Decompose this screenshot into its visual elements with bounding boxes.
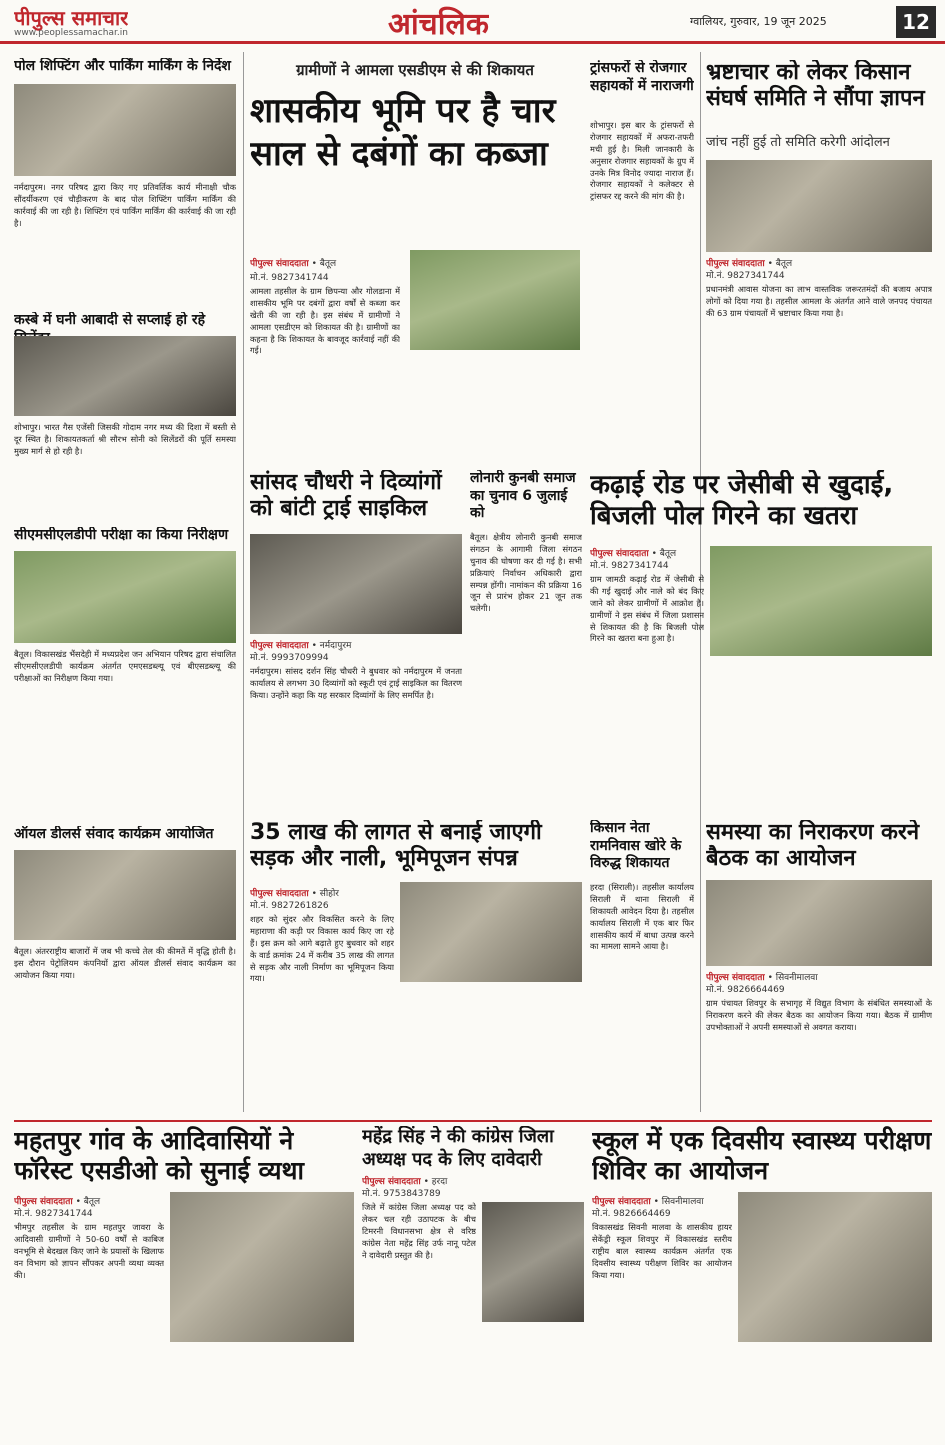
byline-desk: पीपुल्स संवाददाता [592,1197,651,1207]
headline: कस्बे में घनी आबादी से सप्लाई हो रहे [14,312,206,328]
byline-desk: पीपुल्स संवाददाता [250,259,309,269]
article-oil-dealers [14,826,236,1116]
photo [14,850,236,940]
headline: शासकीय भूमि पर है चार साल से दबंगों का कब्जा [250,91,556,174]
article-amla-land [250,60,580,460]
article-mahendra [362,1126,584,1438]
byline: पीपुल्स संवाददाता • नर्मदापुरम [250,641,352,651]
website-url[interactable]: www.peoplessamachar.in [14,28,128,38]
byline-place: हरदा [431,1177,448,1187]
mobile-number: मो.नं. 9826664469 [592,1209,671,1219]
article-farmers-memo [706,60,932,460]
byline-desk: पीपुल्स संवाददाता [14,1197,73,1207]
newspaper-logo: पीपुल्स समाचार [14,6,129,30]
article-health-camp [592,1126,932,1438]
byline-place: सिवनीमालवा [775,973,818,983]
body-text: प्रधानमंत्री आवास योजना का लाभ वास्तविक जरूरतमंदों की बजाय अपात्र लोगों को दिया गया है। तहसील आमला के अंतर्गत आने वाले जनपद पंचायत की 63 ग्राम पंचायतों में भ्रष्टाचार किया गया है। [706,284,932,318]
byline: पीपुल्स संवाददाता • बैतूल [706,259,793,269]
article-kisan-leader [590,820,694,1120]
subhead: जांच नहीं हुई तो समिति करेगी आंदोलन [706,135,890,150]
photo [14,551,236,643]
headline: ट्रांसफरों से रोजगार सहायकों में नाराजगी [590,60,694,94]
article-kadhai-road [590,470,932,810]
body-text: शोभापुर। इस बार के ट्रांसफरों से रोजगार सहायकों में अफरा-तफरी मची हुई है। मिली जानकारी के अनुसार रोजगार सहायकों के ग्रुप में उनके मित्र विनोद ज्यादा नाराज हैं। रोजगार सहायकों ने कलेक्टर से ट्रांसफर रद्द करने की मांग की है। [590,120,694,202]
photo [706,880,932,966]
headline: महेंद्र सिंह ने की कांग्रेस जिला अध्यक्ष पद के लिए दावेदारी [362,1126,554,1170]
byline: पीपुल्स संवाददाता • बैतूल [250,259,337,269]
byline-desk: पीपुल्स संवाददाता [706,973,765,983]
headline: किसान नेता रामनिवास खोरे के विरुद्ध शिकायत [590,820,682,871]
byline-desk: पीपुल्स संवाददाता [250,641,309,651]
headline: कढ़ाई रोड पर जेसीबी से खुदाई, बिजली पोल गिरने का खतरा [590,470,894,532]
headline: सांसद चौधरी ने दिव्यांगों को बांटी ट्राई साइकिल [250,470,442,522]
byline-place: बैतूल [319,259,337,269]
byline: पीपुल्स संवाददाता • बैतूल [14,1197,101,1207]
headline: स्कूल में एक दिवसीय स्वास्थ्य परीक्षण शिविर का आयोजन [592,1126,932,1185]
section-title: आंचलिक [388,7,489,42]
column-rule [243,52,244,1112]
article-transfers [590,60,694,460]
body-text: बैतूल। विकासखंड भैंसदेही में मध्यप्रदेश जन अभियान परिषद द्वारा संचालित सीएमसीएलडीपी कार्यक्रम अंतर्गत एमएसडब्ल्यू एवं बीएसडब्ल्यू की परीक्षाओं का निरीक्षण किया गया। [14,649,236,683]
body-text: विकासखंड सिवनी मालवा के शासकीय हायर सेकेंड्री स्कूल शिवपुर में विकासखंड स्तरीय राष्ट्रीय बाल स्वास्थ्य कार्यक्रम अंतर्गत एक दिवसीय स्वास्थ्य परीक्षण शिविर का आयोजन किया गया। [592,1222,732,1280]
photo [14,84,236,176]
body-text: आमला तहसील के ग्राम छिपन्या और गोलडाना में शासकीय भूमि पर दबंगों द्वारा वर्षों से कब्जा कर खेती की जा रही है। इस संबंध में ग्रामीणों ने आमला एसडीएम को शिकायत की है। ग्रामीणों का कहना है कि शिकायत के बावजूद कार्रवाई नहीं की गई। [250,286,400,356]
byline: पीपुल्स संवाददाता • सिवनीमालवा [706,973,818,983]
byline-desk: पीपुल्स संवाददाता [706,259,765,269]
byline-place: सिवनीमालवा [661,1197,704,1207]
body-text: नर्मदापुरम। नगर परिषद द्वारा किए गए प्रतिवर्तिक कार्य मीनाक्षी चौक सौंदर्यीकरण एवं चौड़ीकरण के बाद पोल शिफ्टिंग पार्किंग मार्किंग की कार्रवाई की जा रही है। शिफ्टिंग एवं पार्किंग मार्किंग की कार्रवाई की जा रही है। [14,182,236,228]
article-cylinder [14,312,236,517]
photo [170,1192,354,1342]
headline: सीएमसीएलडीपी परीक्षा का किया निरीक्षण [14,527,229,543]
byline: पीपुल्स संवाददाता • सिवनीमालवा [592,1197,704,1207]
body-text: भीमपुर तहसील के ग्राम महतपुर जावरा के आदिवासी ग्रामीणों ने 50-60 वर्षों से काबिज वनभूमि से बेदखल किए जाने के प्रयासों के खिलाफ वन विभाग को ज्ञापन सौंपकर अपनी व्यथा व्यक्त की। [14,1222,164,1280]
body-text: जिले में कांग्रेस जिला अध्यक्ष पद को लेकर चल रही उठापटक के बीच टिमरनी विधानसभा क्षेत्र से वरिष्ठ कांग्रेस नेता महेंद्र सिंह उर्फ नानू पटेल ने दावेदारी प्रस्तुत की है। [362,1202,476,1260]
headline: ऑयल डीलर्स संवाद कार्यक्रम आयोजित [14,826,214,842]
kicker: ग्रामीणों ने आमला एसडीएम से की शिकायत [296,61,534,79]
mobile-number: मो.नं. 9993709994 [250,653,329,663]
body-text: हरदा (सिराली)। तहसील कार्यालय सिराली में थाना सिराली में शिकायती आवेदन दिया है। तहसील कार्यालय सिराली में एक बार फिर शासकीय कार्य में बाधा उत्पन्न करने का मामला सामने आया है। [590,882,694,952]
body-text: शोभापुर। भारत गैस एजेंसी जिसकी गोदाम नगर मध्य की दिशा में बस्ती से दूर स्थित है। शिकायतकर्ता श्री सौरभ सोनी को सिलेंडरों की पूर्ति समस्या मुख्य मार्ग से हो रही है। [14,422,236,456]
byline-place: सीहोर [319,889,339,899]
byline-desk: पीपुल्स संवाददाता [362,1177,421,1187]
row-separator [14,1120,932,1122]
photo [706,160,932,252]
photo [14,336,236,416]
mobile-number: मो.नं. 9753843789 [362,1189,441,1199]
photo [400,882,582,982]
body-text: बैतूल। अंतरराष्ट्रीय बाजारों में जब भी कच्चे तेल की कीमतें में वृद्धि होती है। इस दौरान पेट्रोलियम कंपनियों द्वारा ऑयल डीलर्स संवाद कार्यक्रम का आयोजन किया गया। [14,946,236,980]
mobile-number: मो.नं. 9827341744 [14,1209,93,1219]
article-tricycle [250,470,462,810]
byline-place: बैतूल [775,259,793,269]
photo-road [710,546,932,656]
headline: समस्या का निराकरण करने बैठक का आयोजन [706,820,920,872]
byline-place: बैतूल [83,1197,101,1207]
portrait-photo [482,1202,584,1322]
headline: पोल शिफ्टिंग और पार्किंग मार्किंग के निर्देश [14,58,231,74]
body-text: शहर को सुंदर और विकसित करने के लिए महाराणा की कड़ी पर विकास कार्य किए जा रहे हैं। इस क्रम को आगे बढ़ाते हुए बुधवार को शहर के वार्ड क्रमांक 24 में करीब 35 लाख की लागत से सड़क और नाली निर्माण का भूमिपूजन किया गया। [250,914,394,984]
photo [250,534,462,634]
mobile-number: मो.नं. 9827341744 [590,561,669,571]
headline: 35 लाख की लागत से बनाई जाएगी सड़क और नाली, भूमिपूजन संपन्न [250,820,542,872]
byline-desk: पीपुल्स संवाददाता [250,889,309,899]
headline: लोनारी कुनबी समाज का चुनाव 6 जुलाई को [470,470,576,521]
article-road-drain [250,820,582,1120]
body-text: नर्मदापुरम। सांसद दर्शन सिंह चौधरी ने बुधवार को नर्मदापुरम में जनता कार्यालय से लगभग 30 दिव्यांगों को स्कूटी एवं ट्राई साइकिल का वितरण किया। उन्होंने कहा कि यह सरकार दिव्यांगों के लिए समर्पित है। [250,666,462,700]
mobile-number: मो.नं. 9827341744 [250,273,329,283]
photo-field [410,250,580,350]
headline: भ्रष्टाचार को लेकर किसान संघर्ष समिति ने सौंपा ज्ञापन [706,60,925,112]
byline: पीपुल्स संवाददाता • बैतूल [590,549,677,559]
mobile-number: मो.नं. 9827341744 [706,271,785,281]
photo [738,1192,932,1342]
headline: महतपुर गांव के आदिवासियों ने फॉरेस्ट एसडीओ को सुनाई व्यथा [14,1126,304,1185]
body-text: बैतूल। क्षेत्रीय लोनारी कुनबी समाज संगठन के आगामी जिला संगठन चुनाव की घोषणा कर दी गई है। सभी प्रक्रियाएं निर्वाचन अधिकारी द्वारा सम्पन्न होंगी। नामांकन की प्रक्रिया 16 जून से प्रारंभ होकर 21 जून तक चलेगी। [470,532,582,614]
article-lonari [470,470,582,810]
article-mahatpur [14,1126,354,1438]
byline-desk: पीपुल्स संवाददाता [590,549,649,559]
body-text: ग्राम जामठी कढ़ाई रोड में जेसीबी से की गई खुदाई और नाले को बंद किए जाने को लेकर ग्रामीणों में आक्रोश है। ग्रामीणों ने इस संबंध में जिला प्रशासन से शिकायत की है कि बिजली पोल गिरने का खतरा बना हुआ है। [590,574,704,644]
dateline: ग्वालियर, गुरुवार, 19 जून 2025 [690,15,827,28]
article-cmcldp [14,527,236,817]
byline: पीपुल्स संवाददाता • सीहोर [250,889,339,899]
article-pole-shifting [14,58,236,298]
mobile-number: मो.नं. 9826664469 [706,985,785,995]
mobile-number: मो.नं. 9827261826 [250,901,329,911]
page-number: 12 [896,6,936,38]
byline-place: बैतूल [659,549,677,559]
byline-place: नर्मदापुरम [319,641,352,651]
byline: पीपुल्स संवाददाता • हरदा [362,1177,448,1187]
article-problem-meeting [706,820,932,1120]
body-text: ग्राम पंचायत शिवपुर के सभागृह में विद्युत विभाग के संबंधित समस्याओं के निराकरण करने की लेकर बैठक का आयोजन किया गया। बैठक में ग्रामीण उपभोक्ताओं ने अपनी समस्याओं से अवगत कराया। [706,998,932,1032]
